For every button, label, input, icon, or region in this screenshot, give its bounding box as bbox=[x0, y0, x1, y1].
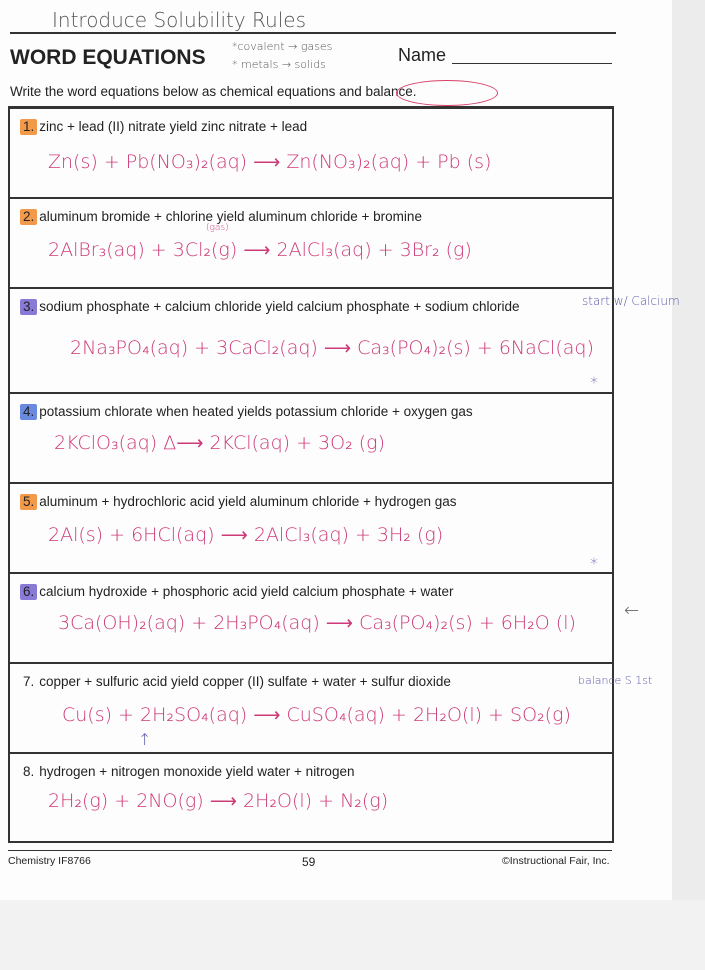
instructions: Write the word equations below as chemical equations and balance. bbox=[10, 84, 417, 99]
scan-bottom bbox=[0, 900, 705, 970]
answer: 2H₂(g) + 2NO(g) ⟶ 2H₂O(l) + N₂(g) bbox=[48, 790, 389, 812]
handwritten-title: Introduce Solubility Rules bbox=[52, 8, 306, 32]
answer: 2Al(s) + 6HCl(aq) ⟶ 2AlCl₃(aq) + 3H₂ (g) bbox=[48, 524, 444, 546]
handwritten-note: *covalent → gases bbox=[232, 40, 333, 53]
arrow-mark: ← bbox=[624, 600, 640, 621]
answer: 3Ca(OH)₂(aq) + 2H₃PO₄(aq) ⟶ Ca₃(PO₄)₂(s) + 6H₂O (l) bbox=[58, 612, 576, 634]
question-text: calcium hydroxide + phosphoric acid yield calcium phosphate + water bbox=[39, 584, 454, 599]
margin-note: balance S 1st bbox=[578, 674, 653, 687]
handwritten-note: (gas) bbox=[206, 223, 229, 233]
question-row bbox=[10, 289, 612, 394]
question-text: copper + sulfuric acid yield copper (II) sulfate + water + sulfur dioxide bbox=[39, 674, 451, 689]
margin-note: start w/ Calcium bbox=[582, 294, 680, 308]
up-arrow-mark: ↑ bbox=[138, 730, 152, 749]
scan-edge bbox=[672, 0, 705, 970]
question-number: 8. bbox=[23, 764, 35, 779]
divider bbox=[8, 850, 612, 851]
answer: 2Na₃PO₄(aq) + 3CaCl₂(aq) ⟶ Ca₃(PO₄)₂(s) + 6NaCl(aq) bbox=[70, 337, 594, 359]
question-number: 4. bbox=[20, 404, 37, 420]
answer: Cu(s) + 2H₂SO₄(aq) ⟶ CuSO₄(aq) + 2H₂O(l) + SO₂(g) bbox=[62, 704, 571, 726]
question-row bbox=[10, 754, 612, 841]
question-row bbox=[10, 199, 612, 289]
star-mark: * bbox=[590, 554, 598, 573]
name-field[interactable] bbox=[452, 63, 612, 64]
footer-left: Chemistry IF8766 bbox=[8, 855, 91, 867]
question-number: 6. bbox=[20, 584, 37, 600]
questions-box bbox=[8, 106, 614, 843]
question-row bbox=[10, 664, 612, 754]
answer: 2KClO₃(aq) Δ⟶ 2KCl(aq) + 3O₂ (g) bbox=[54, 432, 385, 454]
footer-right: ©Instructional Fair, Inc. bbox=[502, 855, 610, 867]
star-mark: * bbox=[590, 373, 598, 392]
question-text: zinc + lead (II) nitrate yield zinc nitrate + lead bbox=[39, 119, 308, 134]
red-circle-mark bbox=[396, 80, 498, 106]
question-row bbox=[10, 574, 612, 664]
question-number: 5. bbox=[20, 494, 37, 510]
question-row bbox=[10, 394, 612, 484]
divider bbox=[10, 32, 616, 34]
question-number: 2. bbox=[20, 209, 37, 225]
answer: 2AlBr₃(aq) + 3Cl₂(g) ⟶ 2AlCl₃(aq) + 3Br₂ (g) bbox=[48, 239, 472, 261]
question-row bbox=[10, 109, 612, 199]
answer: Zn(s) + Pb(NO₃)₂(aq) ⟶ Zn(NO₃)₂(aq) + Pb (s) bbox=[48, 151, 492, 173]
question-number: 1. bbox=[20, 119, 37, 135]
page-number: 59 bbox=[302, 855, 316, 869]
question-row bbox=[10, 484, 612, 574]
handwritten-note: * metals → solids bbox=[232, 58, 326, 71]
page-title: WORD EQUATIONS bbox=[10, 46, 206, 69]
question-text: hydrogen + nitrogen monoxide yield water + nitrogen bbox=[39, 764, 355, 779]
question-number: 3. bbox=[20, 299, 37, 315]
name-label: Name bbox=[398, 45, 447, 65]
question-number: 7. bbox=[23, 674, 35, 689]
question-text: sodium phosphate + calcium chloride yield calcium phosphate + sodium chloride bbox=[39, 299, 520, 314]
question-text: potassium chlorate when heated yields potassium chloride + oxygen gas bbox=[39, 404, 473, 419]
question-text: aluminum + hydrochloric acid yield aluminum chloride + hydrogen gas bbox=[39, 494, 457, 509]
question-text: aluminum bromide + chlorine yield aluminum chloride + bromine bbox=[39, 209, 422, 224]
